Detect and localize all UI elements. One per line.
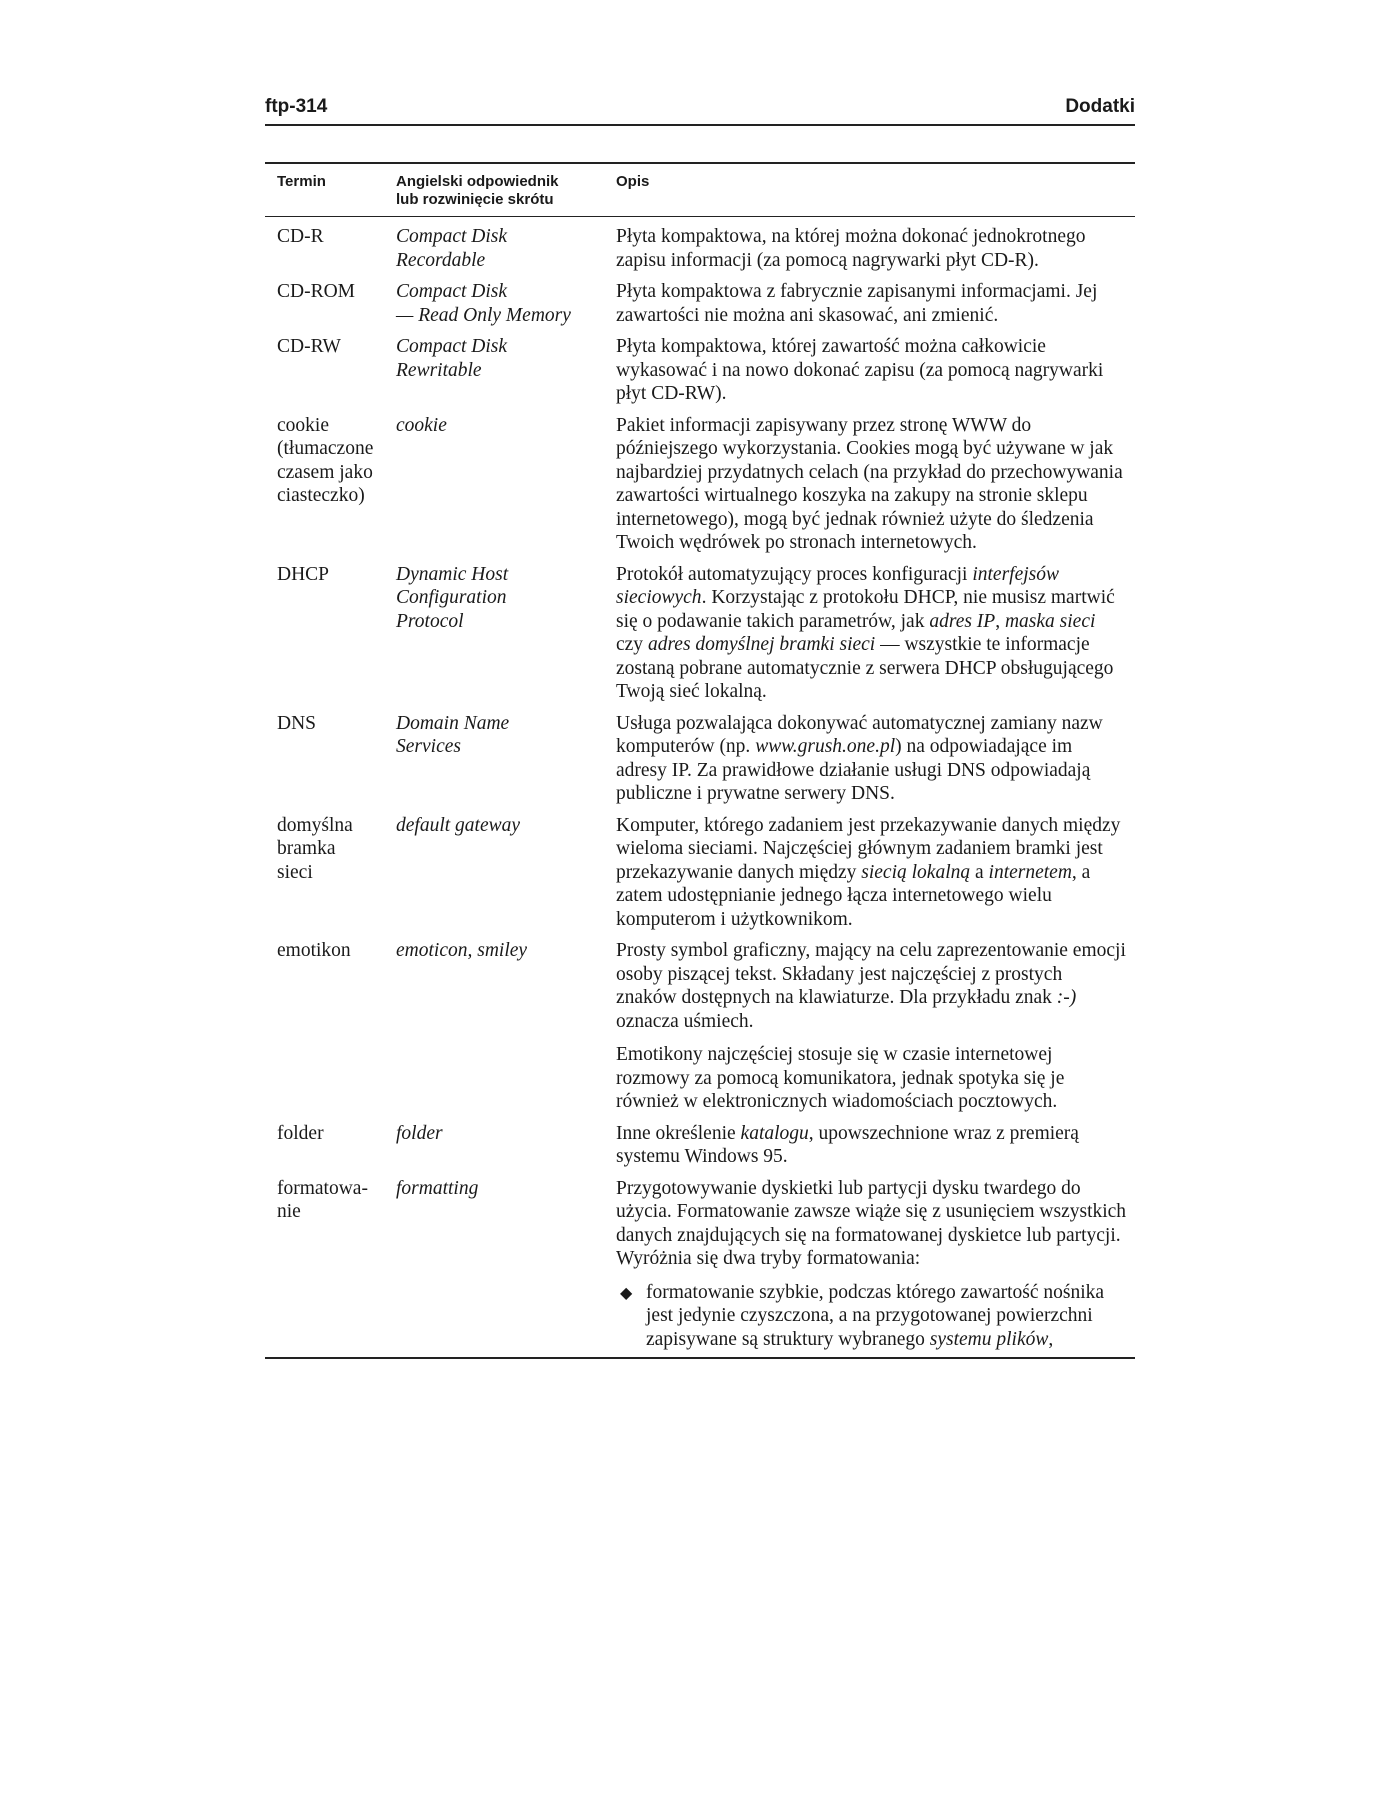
table-row	[265, 329, 1135, 408]
table-row	[265, 808, 1135, 934]
english-cell: Compact Disk Rewritable	[396, 336, 508, 381]
description-paragraph: Usługa pozwalająca dokonywać automatycznej zamiany nazw komputerów (np. www.grush.one.pl) na odpowiadające im adresy IP. Za prawidłowe działanie usługi DNS odpowiadają publiczne i prywatne serwery DNS.	[616, 712, 1103, 804]
description-paragraph: Pakiet informacji zapisywany przez stronę WWW do późniejszego wykorzystania. Cookies mogą być używane w jak najbardziej przydatnych celach (na przykład do przechowywania zawartości wirtualnego koszyka na zakupy na stronie sklepu internetowego), mogą być jednak również użyte do śledzenia Twoich wędrówek po stronach internetowych.	[616, 414, 1123, 553]
section-title: Dodatki	[1065, 96, 1135, 117]
term-cell: DNS	[277, 712, 317, 734]
description-cell	[604, 933, 1135, 1116]
glossary-table	[265, 162, 1135, 1359]
description-paragraph: Płyta kompaktowa, na której można dokonać jednokrotnego zapisu informacji (za pomocą nagrywarki płyt CD-R).	[616, 226, 1086, 271]
term-cell: formatowa- nie	[277, 1177, 368, 1222]
english-cell: folder	[396, 1122, 443, 1144]
page-label: ftp-314	[265, 96, 328, 117]
diamond-bullet-icon: ◆	[620, 1282, 633, 1302]
term-cell: domyślna bramka sieci	[277, 814, 353, 883]
table-row	[265, 557, 1135, 706]
table-row	[265, 217, 1135, 275]
english-cell: Compact Disk Recordable	[396, 226, 508, 271]
english-cell: emoticon, smiley	[396, 940, 528, 961]
table-row	[265, 1171, 1135, 1359]
description-cell	[604, 329, 1135, 408]
term-cell: CD-RW	[277, 336, 341, 357]
bullet-text: formatowanie szybkie, podczas którego zawartość nośnika jest jedynie czyszczona, a na przygotowanej powierzchni zapisywane są struktury wybranego systemu plików,	[646, 1281, 1105, 1350]
description-paragraph: Emotikony najczęściej stosuje się w czasie internetowej rozmowy za pomocą komunikatora, jednak spotyka się je również w elektronicznych wiadomościach pocztowych.	[616, 1044, 1065, 1112]
description-cell	[604, 408, 1135, 557]
table-row	[265, 408, 1135, 557]
table-row	[265, 933, 1135, 1116]
term-cell: CD-R	[277, 226, 324, 247]
column-header-description: Opis	[604, 163, 1135, 217]
english-cell: formatting	[396, 1177, 479, 1199]
term-cell: emotikon	[277, 940, 351, 961]
description-paragraph: Inne określenie katalogu, upowszechnione wraz z premierą systemu Windows 95.	[616, 1122, 1079, 1167]
description-paragraph: Komputer, którego zadaniem jest przekazywanie danych między wieloma sieciami. Najczęściej głównym zadaniem bramki jest przekazywanie danych między siecią lokalną a internetem, a zatem udostępnianie jednego łącza internetowego wielu komputerom i użytkownikom.	[616, 814, 1121, 930]
description-cell	[604, 1171, 1135, 1359]
header-rule	[265, 124, 1135, 126]
english-cell: default gateway	[396, 814, 521, 836]
description-paragraph: Prosty symbol graficzny, mający na celu zaprezentowanie emocji osoby piszącej tekst. Składany jest najczęściej z prostych znaków dostępnych na klawiaturze. Dla przykładu znak :-) oznacza uśmiech.	[616, 940, 1126, 1032]
table-row	[265, 706, 1135, 808]
running-head	[265, 96, 1135, 118]
english-cell: cookie	[396, 414, 447, 436]
term-cell: DHCP	[277, 563, 330, 585]
description-cell	[604, 1116, 1135, 1171]
description-cell	[604, 706, 1135, 808]
description-cell	[604, 808, 1135, 934]
description-cell	[604, 557, 1135, 706]
description-paragraph: Przygotowywanie dyskietki lub partycji dysku twardego do użycia. Formatowanie zawsze wiąże się z usunięciem wszystkich danych znajdujących się na formatowanej dyskietce lub partycji. Wyróżnia się dwa tryby formatowania:	[616, 1177, 1127, 1269]
bullet-item	[616, 1281, 1127, 1352]
term-cell: folder	[277, 1122, 324, 1144]
table-header-row	[265, 163, 1135, 217]
description-paragraph: Płyta kompaktowa, której zawartość można całkowicie wykasować i na nowo dokonać zapisu (za pomocą nagrywarki płyt CD-RW).	[616, 336, 1104, 404]
description-cell	[604, 217, 1135, 275]
description-paragraph: Protokół automatyzujący proces konfiguracji interfejsów sieciowych. Korzystając z protokołu DHCP, nie musisz martwić się o podawanie takich parametrów, jak adres IP, maska sieci czy adres domyślnej bramki sieci — wszystkie te informacje zostaną pobrane automatycznie z serwera DHCP obsługującego Twoją sieć lokalną.	[616, 563, 1115, 702]
term-cell: cookie (tłumaczone czasem jako ciasteczko)	[277, 414, 374, 506]
column-header-english: Angielski odpowiednik lub rozwinięcie skrótu	[384, 163, 604, 217]
table-row	[265, 274, 1135, 329]
english-cell: Dynamic Host Configuration Protocol	[396, 563, 509, 632]
english-cell: Compact Disk — Read Only Memory	[396, 281, 571, 326]
table-row	[265, 1116, 1135, 1171]
english-cell: Domain Name Services	[396, 712, 510, 757]
description-paragraph: Płyta kompaktowa z fabrycznie zapisanymi informacjami. Jej zawartości nie można ani skasować, ani zmienić.	[616, 281, 1098, 326]
description-cell	[604, 274, 1135, 329]
column-header-term: Termin	[265, 163, 384, 217]
term-cell: CD-ROM	[277, 281, 356, 302]
